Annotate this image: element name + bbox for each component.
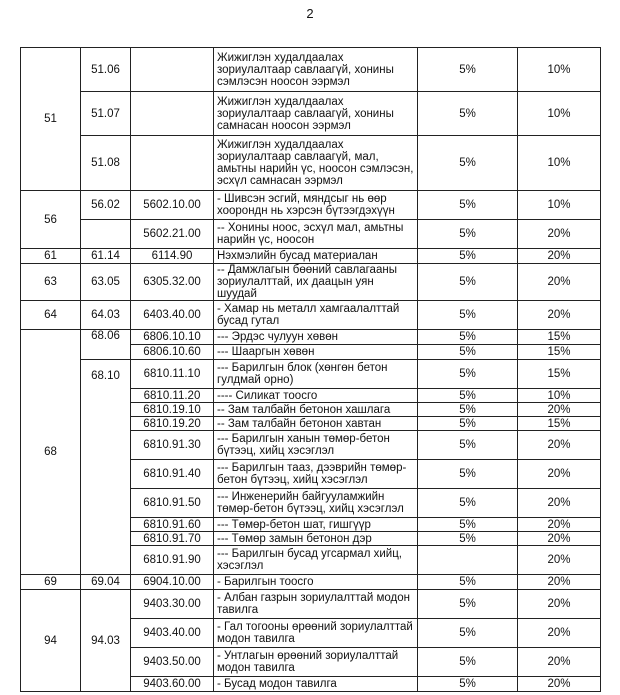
code-cell: 9403.40.00 <box>131 619 214 648</box>
code-cell: 6114.90 <box>131 249 214 264</box>
heading-cell: 51.06 <box>81 48 131 92</box>
heading-cell: 51.08 <box>81 136 131 191</box>
rate-cell: 10% <box>518 191 601 220</box>
heading-cell: 69.04 <box>81 575 131 590</box>
description-cell: ---- Силикат тоосго <box>214 389 418 403</box>
chapter-cell: 63 <box>21 264 81 301</box>
code-cell: 6810.91.60 <box>131 518 214 532</box>
description-cell: - Шивсэн эсгий, мяндсыг нь өөр хоорондн нь хэрсэн бүтээгдэхүүн <box>214 191 418 220</box>
rate-cell: 5% <box>418 92 518 136</box>
chapter-cell: 94 <box>21 590 81 692</box>
description-cell: - Барилгын тоосго <box>214 575 418 590</box>
rate-cell: 10% <box>518 136 601 191</box>
description-cell: Нэхмэлийн бусад материалан <box>214 249 418 264</box>
code-cell: 5602.21.00 <box>131 220 214 249</box>
rate-cell: 5% <box>418 191 518 220</box>
rate-cell: 5% <box>418 389 518 403</box>
description-cell: Жижиглэн худалдаалах зориулалтаар савлаагүй, мал, амьтны нарийн үс, ноосон сэмлэсэн, эсхүл самнасан ээрмэл <box>214 136 418 191</box>
description-cell: --- Барилгын блок (хөнгөн бетон гулдмай орно) <box>214 360 418 389</box>
code-cell: 6810.91.70 <box>131 532 214 546</box>
description-cell: - Бусад модон тавилга <box>214 677 418 692</box>
table-row <box>21 92 601 136</box>
rate-cell: 5% <box>418 360 518 389</box>
rate-cell: 5% <box>418 619 518 648</box>
chapter-cell: 61 <box>21 249 81 264</box>
table-row <box>21 264 601 301</box>
table-row <box>21 330 601 345</box>
code-cell: 6810.11.10 <box>131 360 214 389</box>
code-cell: 6810.19.20 <box>131 417 214 431</box>
chapter-cell: 56 <box>21 191 81 249</box>
chapter-cell: 51 <box>21 48 81 191</box>
rate-cell: 5% <box>418 220 518 249</box>
rate-cell: 20% <box>518 431 601 460</box>
code-cell <box>131 92 214 136</box>
description-cell: -- Зам талбайн бетонон хавтан <box>214 417 418 431</box>
rate-cell: 20% <box>518 264 601 301</box>
page-number: 2 <box>306 6 314 21</box>
rate-cell: 20% <box>518 619 601 648</box>
description-cell: -- Зам талбайн бетонон хашлага <box>214 403 418 417</box>
code-cell: 6806.10.10 <box>131 330 214 345</box>
rate-cell: 15% <box>518 330 601 345</box>
rate-cell: 20% <box>518 532 601 546</box>
rate-cell: 5% <box>418 48 518 92</box>
description-cell: - Унтлагын өрөөний зориулалттай модон тавилга <box>214 648 418 677</box>
description-cell: -- Дамжлагын бөөний савлагааны зориулалттай, их даацын уян шуудай <box>214 264 418 301</box>
rate-cell: 20% <box>518 546 601 575</box>
rate-cell: 5% <box>418 301 518 330</box>
code-cell: 6810.91.50 <box>131 489 214 518</box>
rate-cell: 5% <box>418 489 518 518</box>
rate-cell: 5% <box>418 417 518 431</box>
chapter-cell: 68 <box>21 330 81 575</box>
description-cell: Жижиглэн худалдаалах зориулалтаар савлаагүй, хонины самнасан ноосон ээрмэл <box>214 92 418 136</box>
code-cell <box>131 136 214 191</box>
rate-cell: 20% <box>518 460 601 489</box>
heading-cell: 61.14 <box>81 249 131 264</box>
rate-cell: 5% <box>418 648 518 677</box>
rate-cell: 10% <box>518 92 601 136</box>
rate-cell: 20% <box>518 677 601 692</box>
rate-cell: 20% <box>518 403 601 417</box>
rate-cell: 20% <box>518 249 601 264</box>
rate-cell: 20% <box>518 648 601 677</box>
rate-cell: 20% <box>518 518 601 532</box>
rate-cell: 5% <box>418 264 518 301</box>
code-cell: 6810.19.10 <box>131 403 214 417</box>
description-cell: Жижиглэн худалдаалах зориулалтаар савлаагүй, хонины сэмлэсэн ноосон ээрмэл <box>214 48 418 92</box>
rate-cell: 20% <box>518 301 601 330</box>
code-cell: 9403.50.00 <box>131 648 214 677</box>
code-cell: 6403.40.00 <box>131 301 214 330</box>
heading-cell: 68.06 <box>81 330 131 360</box>
description-cell: --- Төмөр замын бетонон дэр <box>214 532 418 546</box>
rate-cell: 5% <box>418 249 518 264</box>
tariff-table <box>20 47 601 692</box>
table-row <box>21 590 601 619</box>
rate-cell: 5% <box>418 677 518 692</box>
description-cell: --- Төмөр-бетон шат, гишгүүр <box>214 518 418 532</box>
rate-cell: 5% <box>418 136 518 191</box>
description-cell: --- Шааргын хөвөн <box>214 345 418 360</box>
code-cell <box>131 48 214 92</box>
chapter-cell: 69 <box>21 575 81 590</box>
rate-cell: 5% <box>418 532 518 546</box>
description-cell: --- Барилгын бусад угсармал хийц, хэсэглэл <box>214 546 418 575</box>
rate-cell <box>418 546 518 575</box>
table-row <box>21 136 601 191</box>
rate-cell: 5% <box>418 403 518 417</box>
rate-cell: 20% <box>518 575 601 590</box>
code-cell: 6810.11.20 <box>131 389 214 403</box>
description-cell: --- Эрдэс чулуун хөвөн <box>214 330 418 345</box>
rate-cell: 5% <box>418 518 518 532</box>
heading-cell: 64.03 <box>81 301 131 330</box>
heading-cell: 94.03 <box>81 590 131 692</box>
code-cell: 9403.30.00 <box>131 590 214 619</box>
table-row <box>21 220 601 249</box>
rate-cell: 20% <box>518 220 601 249</box>
code-cell: 6904.10.00 <box>131 575 214 590</box>
heading-cell: 63.05 <box>81 264 131 301</box>
description-cell: --- Инженерийн байгууламжийн төмөр-бетон бүтээц, хийц хэсэглэл <box>214 489 418 518</box>
heading-cell <box>81 220 131 249</box>
heading-cell: 56.02 <box>81 191 131 220</box>
code-cell: 6810.91.40 <box>131 460 214 489</box>
table-row <box>21 301 601 330</box>
code-cell: 6305.32.00 <box>131 264 214 301</box>
rate-cell: 5% <box>418 345 518 360</box>
code-cell: 6806.10.60 <box>131 345 214 360</box>
rate-cell: 5% <box>418 431 518 460</box>
rate-cell: 15% <box>518 417 601 431</box>
rate-cell: 10% <box>518 389 601 403</box>
table-row <box>21 191 601 220</box>
code-cell: 6810.91.90 <box>131 546 214 575</box>
table-row <box>21 48 601 92</box>
rate-cell: 5% <box>418 575 518 590</box>
heading-cell: 51.07 <box>81 92 131 136</box>
code-cell: 5602.10.00 <box>131 191 214 220</box>
code-cell: 9403.60.00 <box>131 677 214 692</box>
description-cell: - Албан газрын зориулалттай модон тавилга <box>214 590 418 619</box>
chapter-cell: 64 <box>21 301 81 330</box>
rate-cell: 5% <box>418 590 518 619</box>
description-cell: --- Барилгын ханын төмөр-бетон бүтээц, хийц хэсэглэл <box>214 431 418 460</box>
description-cell: - Гал тогооны өрөөний зориулалттай модон тавилга <box>214 619 418 648</box>
code-cell: 6810.91.30 <box>131 431 214 460</box>
table-row <box>21 360 601 389</box>
description-cell: --- Барилгын тааз, дээврийн төмөр-бетон бүтээц, хийц хэсэглэл <box>214 460 418 489</box>
description-cell: -- Хонины ноос, эсхүл мал, амьтны нарийн үс, ноосон <box>214 220 418 249</box>
rate-cell: 10% <box>518 48 601 92</box>
rate-cell: 5% <box>418 330 518 345</box>
table-row <box>21 575 601 590</box>
rate-cell: 20% <box>518 590 601 619</box>
rate-cell: 20% <box>518 489 601 518</box>
heading-cell: 68.10 <box>81 360 131 575</box>
table-row <box>21 249 601 264</box>
rate-cell: 5% <box>418 460 518 489</box>
rate-cell: 15% <box>518 360 601 389</box>
description-cell: - Хамар нь металл хамгаалалттай бусад гутал <box>214 301 418 330</box>
rate-cell: 15% <box>518 345 601 360</box>
